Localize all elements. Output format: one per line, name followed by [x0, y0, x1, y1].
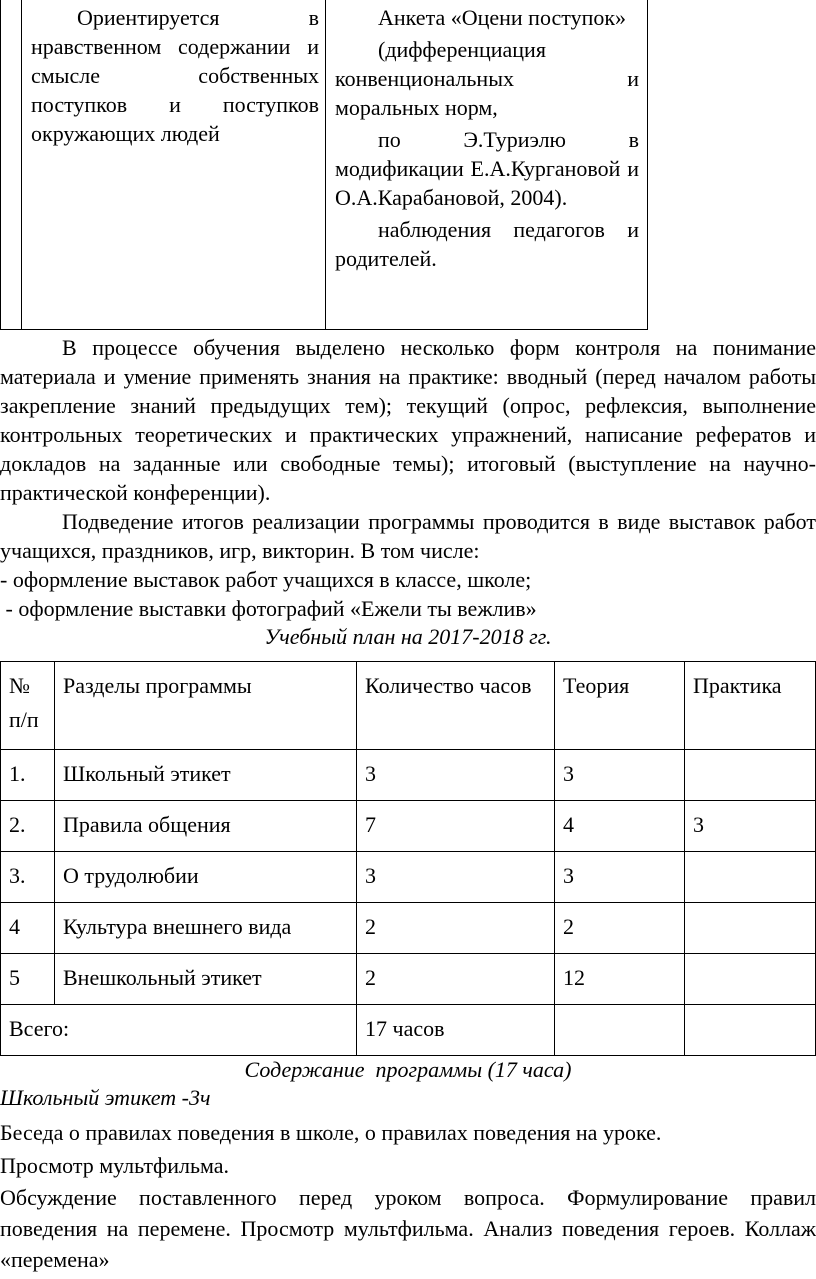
method-item: наблюдения педагогов и родителей.: [335, 217, 639, 271]
row-theory: 3: [555, 750, 685, 801]
criteria-row: [1, 0, 648, 330]
row-number: 4: [1, 903, 55, 954]
method-item: Анкета «Оцени поступок»: [378, 5, 627, 30]
method-item: по Э.Туриэлю в модификации Е.А.Кургановой и О.А.Карабановой, 2004).: [335, 127, 639, 210]
table-row: [1, 801, 816, 852]
row-hours: 2: [357, 954, 555, 1005]
row-theory: 4: [555, 801, 685, 852]
study-plan-table: [0, 661, 816, 1056]
control-forms-paragraph: [0, 333, 816, 507]
criteria-result-text: Ориентируется в нравственном содержании и смысле собственных поступков и поступков окружающих людей: [31, 5, 319, 146]
row-number: 3.: [1, 852, 55, 903]
row-practice: 3: [685, 801, 816, 852]
list-item: - оформление выставки фотографий «Ежели ты вежлив»: [0, 596, 537, 621]
summary-paragraph: [0, 507, 816, 565]
total-hours: 17 часов: [357, 1005, 555, 1056]
criteria-result-cell: [22, 0, 326, 330]
row-theory: 3: [555, 852, 685, 903]
criteria-method-cell: [326, 0, 648, 330]
control-forms-text: В процессе обучения выделено несколько форм контроля на понимание материала и умение применять знания на практике: вводный (перед началом работы закрепление знаний предыдущих тем); текущий (опрос, рефлексия, выполнение контрольных теоретических и практических упражнений, написание рефератов и докладов на заданные или свободные темы); итоговый (выступление на научно-практической конференции).: [0, 335, 816, 505]
row-section: Школьный этикет: [55, 750, 357, 801]
total-row: [1, 1005, 816, 1056]
summary-text: Подведение итогов реализации программы проводится в виде выставок работ учащихся, праздников, игр, викторин. В том числе:: [0, 509, 816, 563]
table-row: [1, 750, 816, 801]
section-line: Обсуждение поставленного перед уроком вопроса. Формулирование правил поведения на перемене. Просмотр мультфильма. Анализ поведения героев. Коллаж «перемена»: [0, 1185, 816, 1272]
row-theory: 12: [555, 954, 685, 1005]
row-section: О трудолюбии: [55, 852, 357, 903]
header-number: № п/п: [1, 662, 55, 750]
row-number: 2.: [1, 801, 55, 852]
table-row: [1, 852, 816, 903]
table-row: [1, 903, 816, 954]
row-practice: [685, 903, 816, 954]
row-hours: 3: [357, 852, 555, 903]
row-hours: 7: [357, 801, 555, 852]
row-practice: [685, 750, 816, 801]
plan-header-row: [1, 662, 816, 750]
section-line: Беседа о правилах поведения в школе, о правилах поведения на уроке.: [0, 1120, 662, 1145]
row-section: Культура внешнего вида: [55, 903, 357, 954]
method-item: (дифференциация конвенциональных и моральных норм,: [335, 37, 639, 120]
criteria-table: [0, 0, 648, 330]
row-practice: [685, 852, 816, 903]
row-section: Внешкольный этикет: [55, 954, 357, 1005]
header-practice: Практика: [685, 662, 816, 750]
row-section: Правила общения: [55, 801, 357, 852]
row-hours: 3: [357, 750, 555, 801]
total-theory: [555, 1005, 685, 1056]
row-number: 5: [1, 954, 55, 1005]
list-item: - оформление выставок работ учащихся в классе, школе;: [0, 567, 532, 592]
row-theory: 2: [555, 903, 685, 954]
criteria-index-cell: [1, 0, 22, 330]
row-number: 1.: [1, 750, 55, 801]
plan-title: Учебный план на 2017-2018 гг.: [264, 624, 552, 649]
header-section: Разделы программы: [55, 662, 357, 750]
total-label: Всего:: [1, 1005, 357, 1056]
row-hours: 2: [357, 903, 555, 954]
header-hours: Количество часов: [357, 662, 555, 750]
section-heading: Школьный этикет -3ч: [0, 1085, 211, 1110]
section-line: Просмотр мультфильма.: [0, 1153, 230, 1178]
row-practice: [685, 954, 816, 1005]
content-title: Содержание программы (17 часа): [244, 1057, 572, 1082]
table-row: [1, 954, 816, 1005]
header-theory: Теория: [555, 662, 685, 750]
total-practice: [685, 1005, 816, 1056]
